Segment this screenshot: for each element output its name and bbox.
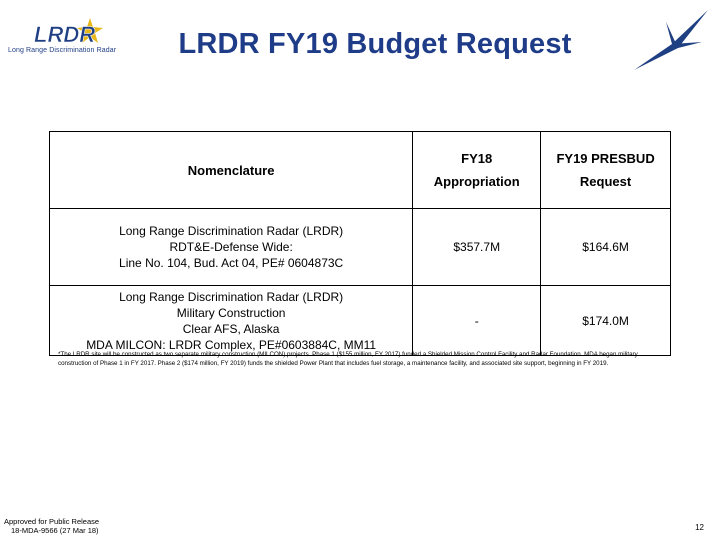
cell-nomenclature — [50, 209, 413, 286]
page-title: LRDR FY19 Budget Request — [178, 28, 572, 60]
nomenclature-line: Military Construction — [176, 305, 286, 320]
nomenclature-line: Line No. 104, Bud. Act 04, PE# 0604873C — [119, 256, 344, 270]
nomenclature-line: MDA MILCON: LRDR Complex, PE#0603884C, MM11 — [86, 337, 377, 352]
header-fy18-line: FY18 — [461, 151, 493, 166]
header-fy19-line: Request — [579, 174, 632, 189]
nomenclature-line: Long Range Discrimination Radar (LRDR) — [119, 289, 344, 304]
nomenclature-line: RDT&E-Defense Wide: — [169, 240, 293, 254]
lrdr-logo — [4, 4, 116, 56]
header-fy19 — [541, 132, 671, 209]
cell-fy18: $357.7M — [413, 209, 541, 286]
nomenclature-line: Long Range Discrimination Radar (LRDR) — [119, 224, 344, 238]
header-fy18-line: Appropriation — [433, 174, 520, 189]
footnote: *The LRDR site will be constructed as two separate military construction (MILCON) projects. Phase 1 ($155 million, FY 2017) funded a Shielded Mission Control Facility and Radar Foundation. MDA began military construction of Phase 1 in FY 2017. Phase 2 ($174 million, FY 2019) funds the shielded Power Plant that includes fuel storage, a maintenance facility, and associated site support, beginning in FY 2019. — [58, 351, 638, 367]
release-statement — [4, 517, 99, 535]
header-fy18 — [413, 132, 541, 209]
table-row — [50, 286, 671, 356]
header-nomenclature: Nomenclature — [50, 132, 413, 209]
lrdr-logo-mark-icon — [34, 18, 104, 46]
table-row — [50, 209, 671, 286]
header-fy19-line: FY19 PRESBUD — [556, 151, 655, 166]
logo-tagline: Long Range Discrimination Radar — [8, 47, 117, 54]
lockheed-star-icon — [632, 8, 710, 72]
budget-table — [49, 131, 671, 356]
nomenclature-line: Clear AFS, Alaska — [182, 321, 280, 336]
svg-text:LRDR: LRDR — [34, 22, 96, 46]
cell-nomenclature — [50, 286, 413, 356]
release-line: 18-MDA-9566 (27 Mar 18) — [11, 526, 99, 535]
page-number: 12 — [695, 523, 704, 532]
release-line: Approved for Public Release — [4, 517, 100, 526]
cell-fy19: $174.0M — [541, 286, 671, 356]
table-header-row — [50, 132, 671, 209]
cell-fy19: $164.6M — [541, 209, 671, 286]
cell-fy18: - — [413, 286, 541, 356]
